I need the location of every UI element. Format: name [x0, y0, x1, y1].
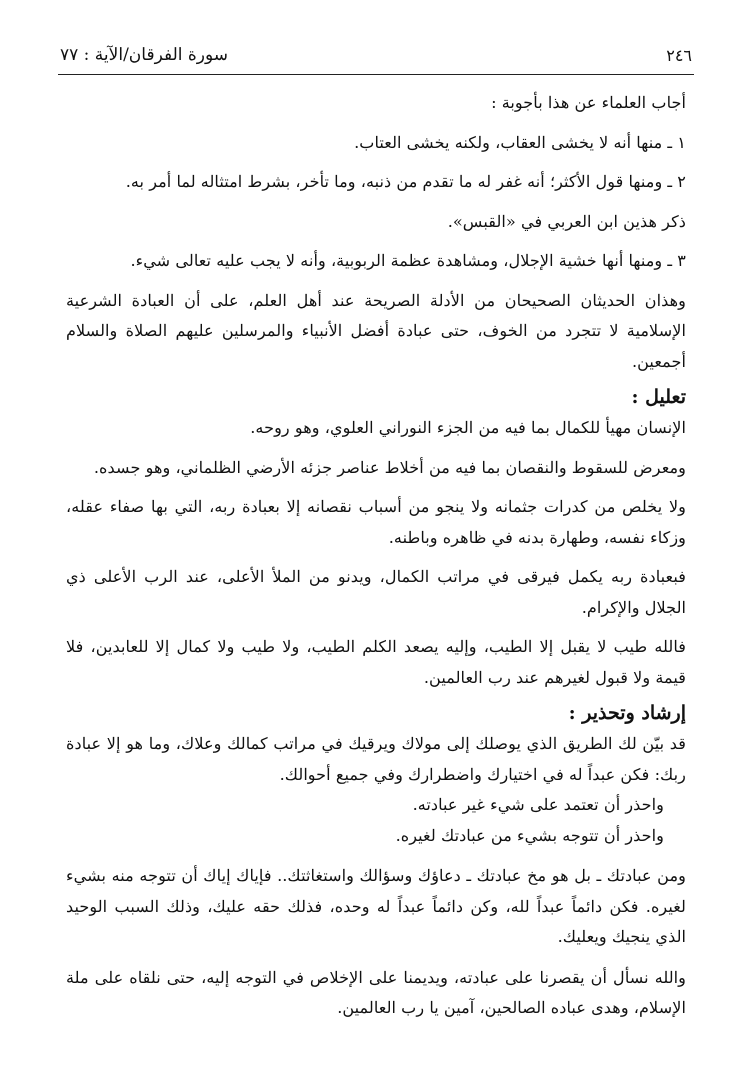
page-body — [66, 88, 686, 1024]
source-note: ذكر هذين ابن العربي في «القبس». — [447, 211, 686, 231]
page-number: ٢٤٦ — [666, 45, 692, 65]
closing-prayer: والله نسأل أن يقصرنا على عبادته، ويديمنا على الإخلاص في التوجه إليه، حتى نلقاه على ملة الإسلام، وهدى عباده الصالحين، آمين يا رب العالمين. — [66, 967, 686, 1017]
guide-2: واحذر أن تعتمد على شيء غير عبادته. — [412, 795, 664, 814]
heading-reasoning: تعليل : — [631, 386, 686, 408]
surah-reference: سورة الفرقان/الآية : ٧٧ — [60, 45, 229, 65]
guide-4: ومن عبادتك ـ بل هو مخ عبادتك ـ دعاؤك وسؤالك واستغاثتك.. فإياك إياك أن تتوجه منه بشيء لغيره. فكن دائماً عبداً لله، وكن دائماً عبداً له وحده، فذلك حقه عليك، وذلك السبب الوحيد الذي ينجيك ويعليك. — [66, 866, 686, 946]
guide-3: واحذر أن تتوجه بشيء من عبادتك لغيره. — [395, 825, 664, 845]
reason-4: فبعبادة ربه يكمل فيرقى في مراتب الكمال، ويدنو من الملأ الأعلى، عند الرب الأعلى ذي الجلال والإكرام. — [66, 567, 686, 617]
guide-1: قد بيّن لك الطريق الذي يوصلك إلى مولاك ويرقيك في مراتب كمالك وعلاك، وما هو إلا عبادة ربك: فكن عبداً له في اختيارك واضطرارك وفي جميع أحوالك. — [66, 734, 686, 784]
reason-2: ومعرض للسقوط والنقصان بما فيه من أخلاط عناصر جزئه الأرضي الظلماني، وهو جسده. — [93, 457, 686, 477]
heading-guidance: إرشاد وتحذير : — [568, 702, 686, 724]
answer-1: ١ ـ منها أنه لا يخشى العقاب، ولكنه يخشى العتاب. — [354, 132, 686, 152]
reason-3: ولا يخلص من كدرات جثمانه ولا ينجو من أسباب نقصانه إلا بعبادة ربه، التي بها صفاء عقله، وزكاء نفسه، وطهارة بدنه في ظاهره وباطنه. — [66, 497, 686, 547]
intro-paragraph: أجاب العلماء عن هذا بأجوبة : — [491, 93, 686, 112]
header-rule — [58, 74, 694, 75]
reason-5: فالله طيب لا يقبل إلا الطيب، وإليه يصعد الكلم الطيب، ولا طيب ولا كمال إلا للعابدين، فلا قيمة ولا قبول لغيرهم عند رب العالمين. — [66, 637, 686, 687]
reason-1: الإنسان مهيأ للكمال بما فيه من الجزء النوراني العلوي، وهو روحه. — [250, 418, 686, 437]
conclusion-paragraph: وهذان الحديثان الصحيحان من الأدلة الصريحة عند أهل العلم، على أن العبادة الشرعية الإسلامية لا تتجرد من الخوف، حتى عبادة أفضل الأنبياء والمرسلين عليهم الصلاة والسلام أجمعين. — [66, 290, 686, 371]
answer-2: ٢ ـ ومنها قول الأكثر؛ أنه غفر له ما تقدم من ذنبه، وما تأخر، بشرط امتثاله لما أمر به. — [125, 172, 686, 191]
page-header — [60, 40, 692, 70]
answer-3: ٣ ـ ومنها أنها خشية الإجلال، ومشاهدة عظمة الربوبية، وأنه لا يجب عليه تعالى شيء. — [130, 251, 686, 270]
